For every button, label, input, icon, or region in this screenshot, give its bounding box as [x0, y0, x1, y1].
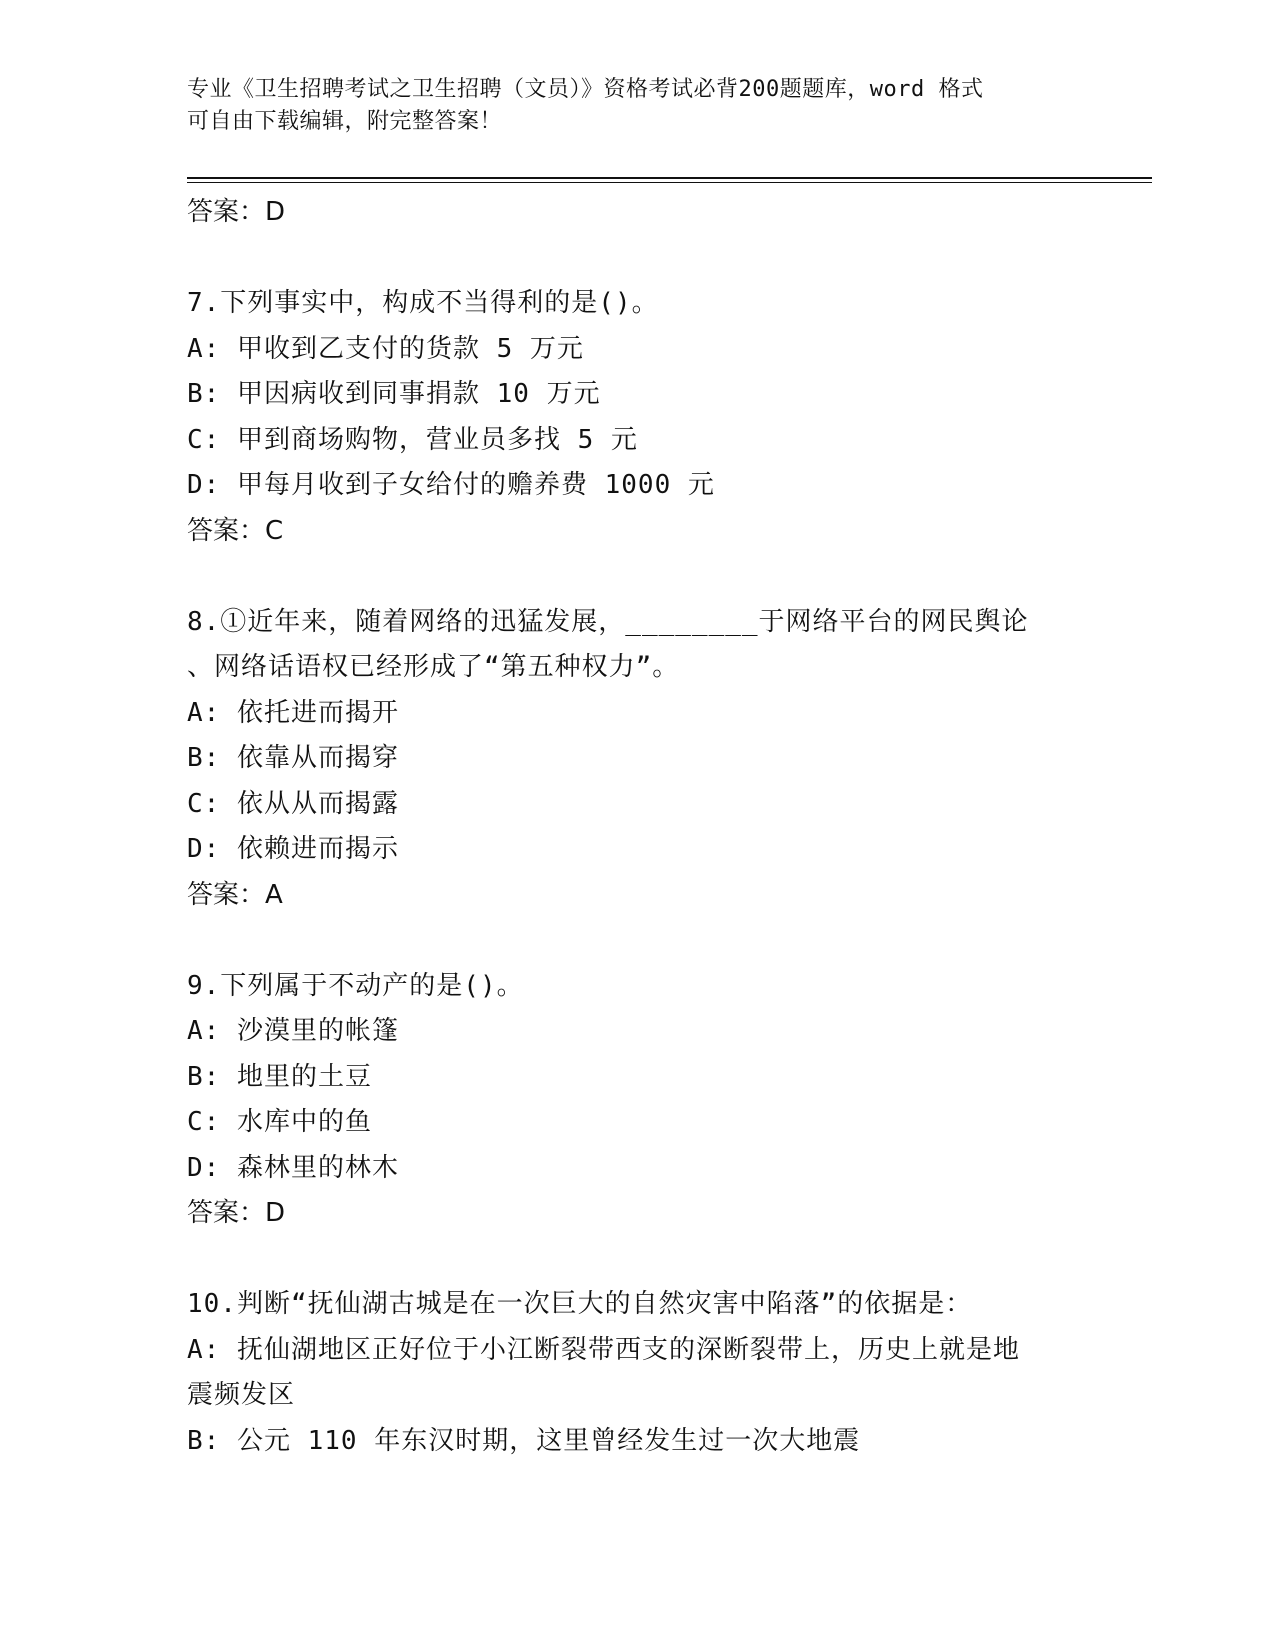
- question-7: [187, 281, 1087, 554]
- option-d: D: 森林里的林木: [187, 1152, 399, 1183]
- question-8: [187, 600, 1087, 919]
- option-c: C: 依从从而揭露: [187, 788, 399, 819]
- option-a: A: 甲收到乙支付的货款 5 万元: [187, 333, 584, 364]
- spacer: [187, 554, 1087, 600]
- option-a-continued: 震频发区: [187, 1380, 296, 1410]
- option-b: B: 地里的土豆: [187, 1061, 372, 1092]
- spacer: [187, 236, 1087, 282]
- question-stem: 10.判断“抚仙湖古城是在一次巨大的自然灾害中陷落”的依据是：: [187, 1289, 973, 1319]
- answer: 答案：C: [187, 515, 284, 546]
- option-a: A: 依托进而揭开: [187, 697, 399, 728]
- option-c: C: 水库中的鱼: [187, 1107, 372, 1137]
- question-stem-line-2: 、网络话语权已经形成了“第五种权力”。: [187, 652, 680, 682]
- spacer: [187, 1237, 1087, 1283]
- question-list: [187, 190, 1087, 1464]
- previous-answer: 答案：D: [187, 197, 286, 227]
- option-b: B: 依靠从而揭穿: [187, 743, 399, 773]
- option-b: B: 公元 110 年东汉时期，这里曾经发生过一次大地震: [187, 1425, 861, 1456]
- answer: 答案：A: [187, 879, 283, 910]
- option-d: D: 甲每月收到子女给付的赡养费 1000 元: [187, 470, 715, 500]
- question-stem: 9.下列属于不动产的是()。: [187, 970, 524, 1001]
- option-b: B: 甲因病收到同事捐款 10 万元: [187, 379, 601, 409]
- option-d: D: 依赖进而揭示: [187, 834, 399, 864]
- header-line-2: 可自由下载编辑，附完整答案！: [187, 109, 503, 134]
- header-rule-thick: [187, 177, 1152, 179]
- option-a: A: 沙漠里的帐篷: [187, 1016, 399, 1046]
- option-a: A: 抚仙湖地区正好位于小江断裂带西支的深断裂带上，历史上就是地: [187, 1334, 1020, 1365]
- document-header: [187, 74, 1067, 138]
- question-9: [187, 964, 1087, 1237]
- option-c: C: 甲到商场购物，营业员多找 5 元: [187, 424, 638, 455]
- question-10: [187, 1282, 1087, 1464]
- question-stem-line-1: 8.①近年来，随着网络的迅猛发展，________于网络平台的网民舆论: [187, 606, 1029, 637]
- header-rule-thin: [187, 182, 1152, 183]
- answer: 答案：D: [187, 1198, 286, 1228]
- header-line-1: 专业《卫生招聘考试之卫生招聘（文员）》资格考试必背200题题库，word 格式: [187, 77, 984, 102]
- question-stem: 7.下列事实中，构成不当得利的是()。: [187, 288, 659, 318]
- spacer: [187, 918, 1087, 964]
